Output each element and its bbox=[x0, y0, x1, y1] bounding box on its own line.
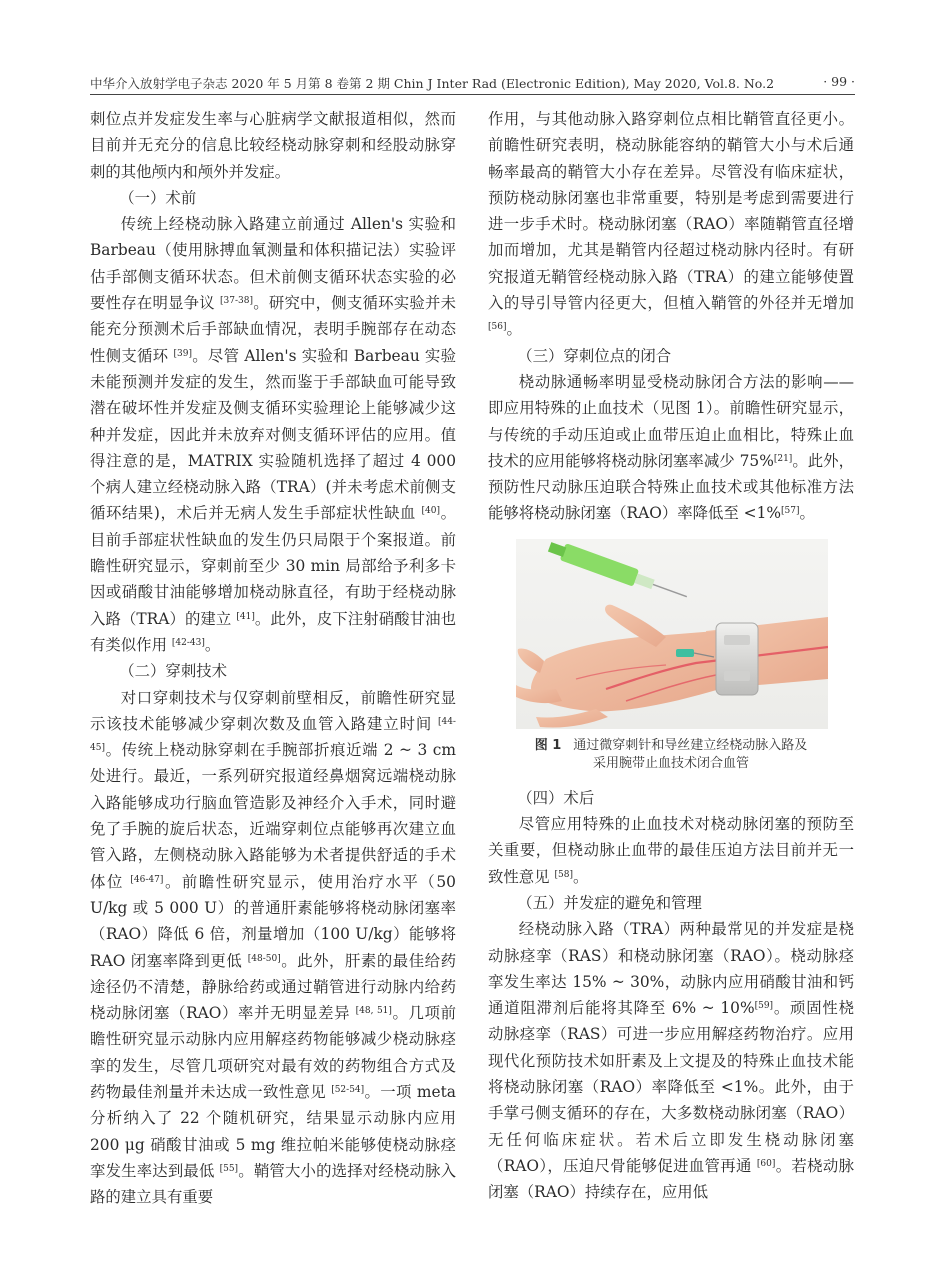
paragraph: 桡动脉通畅率明显受桡动脉闭合方法的影响——即应用特殊的止血技术（见图 1）。前瞻性研究显示，与传统的手动压迫或止血带压迫止血相比，特殊止血技术的应用能够将桡动脉闭塞率减少 75%[21]。此外，预防性尺动脉压迫联合特殊止血技术或其他标准方法能够将桡动脉闭塞（RAO）率降低至 <1%[57]。 bbox=[488, 372, 854, 523]
citation-ref: [48-50] bbox=[247, 953, 281, 964]
citation-ref: [39] bbox=[173, 348, 192, 359]
citation-ref: [46-47] bbox=[130, 874, 164, 885]
section-heading-closure: （三）穿刺位点的闭合 bbox=[517, 346, 672, 365]
section-heading-preop: （一）术前 bbox=[119, 188, 197, 207]
citation-ref: [42-43] bbox=[171, 637, 205, 648]
left-column bbox=[90, 106, 456, 1210]
citation-ref: [41] bbox=[236, 611, 255, 622]
citation-ref: [21] bbox=[773, 453, 793, 464]
section-heading-complications: （五）并发症的避免和管理 bbox=[517, 893, 702, 912]
citation-ref: [37-38] bbox=[220, 296, 253, 307]
citation-ref: [55] bbox=[219, 1163, 239, 1174]
running-header bbox=[90, 72, 855, 95]
paragraph: 作用，与其他动脉入路穿刺位点相比鞘管直径更小。前瞻性研究表明，桡动脉能容纳的鞘管大小与术后通畅率最高的鞘管大小存在差异。尽管没有临床症状，预防桡动脉闭塞也非常重要，特别是考虑到需要进行进一步手术时。桡动脉闭塞（RAO）率随鞘管直径增加而增加，尤其是鞘管内径超过桡动脉内径时。有研究报道无鞘管经桡动脉入路（TRA）的建立能够使置入的导引导管内径更大，但植入鞘管的外径并无增加 [56]。 bbox=[488, 110, 854, 339]
figure-caption bbox=[488, 737, 854, 773]
figure-caption-line-2: 采用腕带止血技术闭合血管 bbox=[592, 755, 749, 771]
paragraph: 经桡动脉入路（TRA）两种最常见的并发症是桡动脉痉挛（RAS）和桡动脉闭塞（RAO）。桡动脉痉挛发生率达 15% ~ 30%，动脉内应用硝酸甘油和钙通道阻滞剂后能将其降至 6% ~ 10%[59]。顽固性桡动脉痉挛（RAS）可进一步应用解痉药物治疗。应用现代化预防技术如肝素及上文提及的特殊止血技术能将桡动脉闭塞（RAO）率降低至 <1%。此外，由于手掌弓侧支循环的存在，大多数桡动脉闭塞（RAO）无任何临床症状。若术后立即发生桡动脉闭塞（RAO），压迫尺骨能够促进血管再通 [60]。若桡动脉闭塞（RAO）持续存在，应用低 bbox=[488, 920, 854, 1202]
citation-ref: [56] bbox=[488, 322, 507, 333]
paragraph: 传统上经桡动脉入路建立前通过 Allen's 实验和 Barbeau（使用脉搏血氧测量和体积描记法）实验评估手部侧支循环状态。但术前侧支循环状态实验的必要性存在明显争议 [37-38]。研究中，侧支循环实验并未能充分预测术后手部缺血情况，表明手腕部存在动态性侧支循环 [39]。尽管 Allen's 实验和 Barbeau 实验未能预测并发症的发生，然而鉴于手部缺血可能导致潜在破坏性并发症及侧支循环实验理论上能够减少这种并发症，因此并未放弃对侧支循环评估的应用。值得注意的是，MATRIX 实验随机选择了超过 4 000 个病人建立经桡动脉入路（TRA）(并未考虑术前侧支循环结果)，术后并无病人发生手部症状性缺血 [40]。目前手部症状性缺血的发生仍只局限于个案报道。前瞻性研究显示，穿刺前至少 30 min 局部给予利多卡因或硝酸甘油能够增加桡动脉直径，有助于经桡动脉入路（TRA）的建立 [41]。此外，皮下注射硝酸甘油也有类似作用 [42-43]。 bbox=[90, 215, 456, 654]
citation-ref: [40] bbox=[421, 506, 440, 517]
figure-caption-line-1: 通过微穿刺针和导丝建立经桡动脉入路及 bbox=[573, 737, 808, 753]
paragraph: 尽管应用特殊的止血技术对桡动脉闭塞的预防至关重要，但桡动脉止血带的最佳压迫方法目前并无一致性意见 [58]。 bbox=[488, 815, 854, 886]
paragraph: 刺位点并发症发生率与心脏病学文献报道相似，然而目前并无充分的信息比较经桡动脉穿刺和经股动脉穿刺的其他颅内和颅外并发症。 bbox=[90, 110, 456, 181]
section-heading-puncture: （二）穿刺技术 bbox=[119, 662, 227, 681]
citation-ref: [59] bbox=[754, 1001, 774, 1012]
paragraph: 对口穿刺技术与仅穿刺前壁相反，前瞻性研究显示该技术能够减少穿刺次数及血管入路建立时间 [44-45]。传统上桡动脉穿刺在手腕部折痕近端 2 ~ 3 cm 处进行。最近，一系列研究报道经鼻烟窝远端桡动脉入路能够成功行脑血管造影及神经介入手术，同时避免了手腕的旋后状态，近端穿刺位点能够再次建立血管入路，左侧桡动脉入路能够为术者提供舒适的手术体位 [46-47]。前瞻性研究显示，使用治疗水平（50 U/kg 或 5 000 U）的普通肝素能够将桡动脉闭塞率（RAO）降低 6 倍，剂量增加（100 U/kg）能够将 RAO 闭塞率降到更低 [48-50]。此外，肝素的最佳给药途径仍不清楚，静脉给药或通过鞘管进行动脉内给药桡动脉闭塞（RAO）率并无明显差异 [48, 51]。几项前瞻性研究显示动脉内应用解痉药物能够减少桡动脉痉挛的发生，尽管几项研究对最有效的药物组合方式及药物最佳剂量并未达成一致性意见 [52-54]。一项 meta 分析纳入了 22 个随机研究，结果显示动脉内应用 200 μg 硝酸甘油或 5 mg 维拉帕米能够使桡动脉痉挛发生率达到最低 [55]。鞘管大小的选择对经桡动脉入路的建立具有重要 bbox=[90, 688, 456, 1207]
journal-citation: 中华介入放射学电子杂志 2020 年 5 月第 8 卷第 2 期 Chin J Inter Rad (Electronic Edition), May 2020, Vol.8. No.2 bbox=[90, 76, 775, 91]
figure-label: 图 1 bbox=[534, 737, 562, 753]
citation-ref: [58] bbox=[554, 869, 573, 880]
page-number: · 99 · bbox=[823, 74, 855, 89]
citation-ref: [52-54] bbox=[331, 1084, 365, 1095]
citation-ref: [57] bbox=[781, 506, 800, 517]
citation-ref: [44-45] bbox=[90, 716, 456, 754]
hand-illustration bbox=[516, 539, 828, 729]
figure-wrist-band-image bbox=[516, 539, 828, 729]
right-column bbox=[488, 106, 854, 1206]
citation-ref: [48, 51] bbox=[355, 1006, 392, 1017]
citation-ref: [60] bbox=[756, 1158, 776, 1169]
section-heading-postop: （四）术后 bbox=[517, 788, 595, 807]
